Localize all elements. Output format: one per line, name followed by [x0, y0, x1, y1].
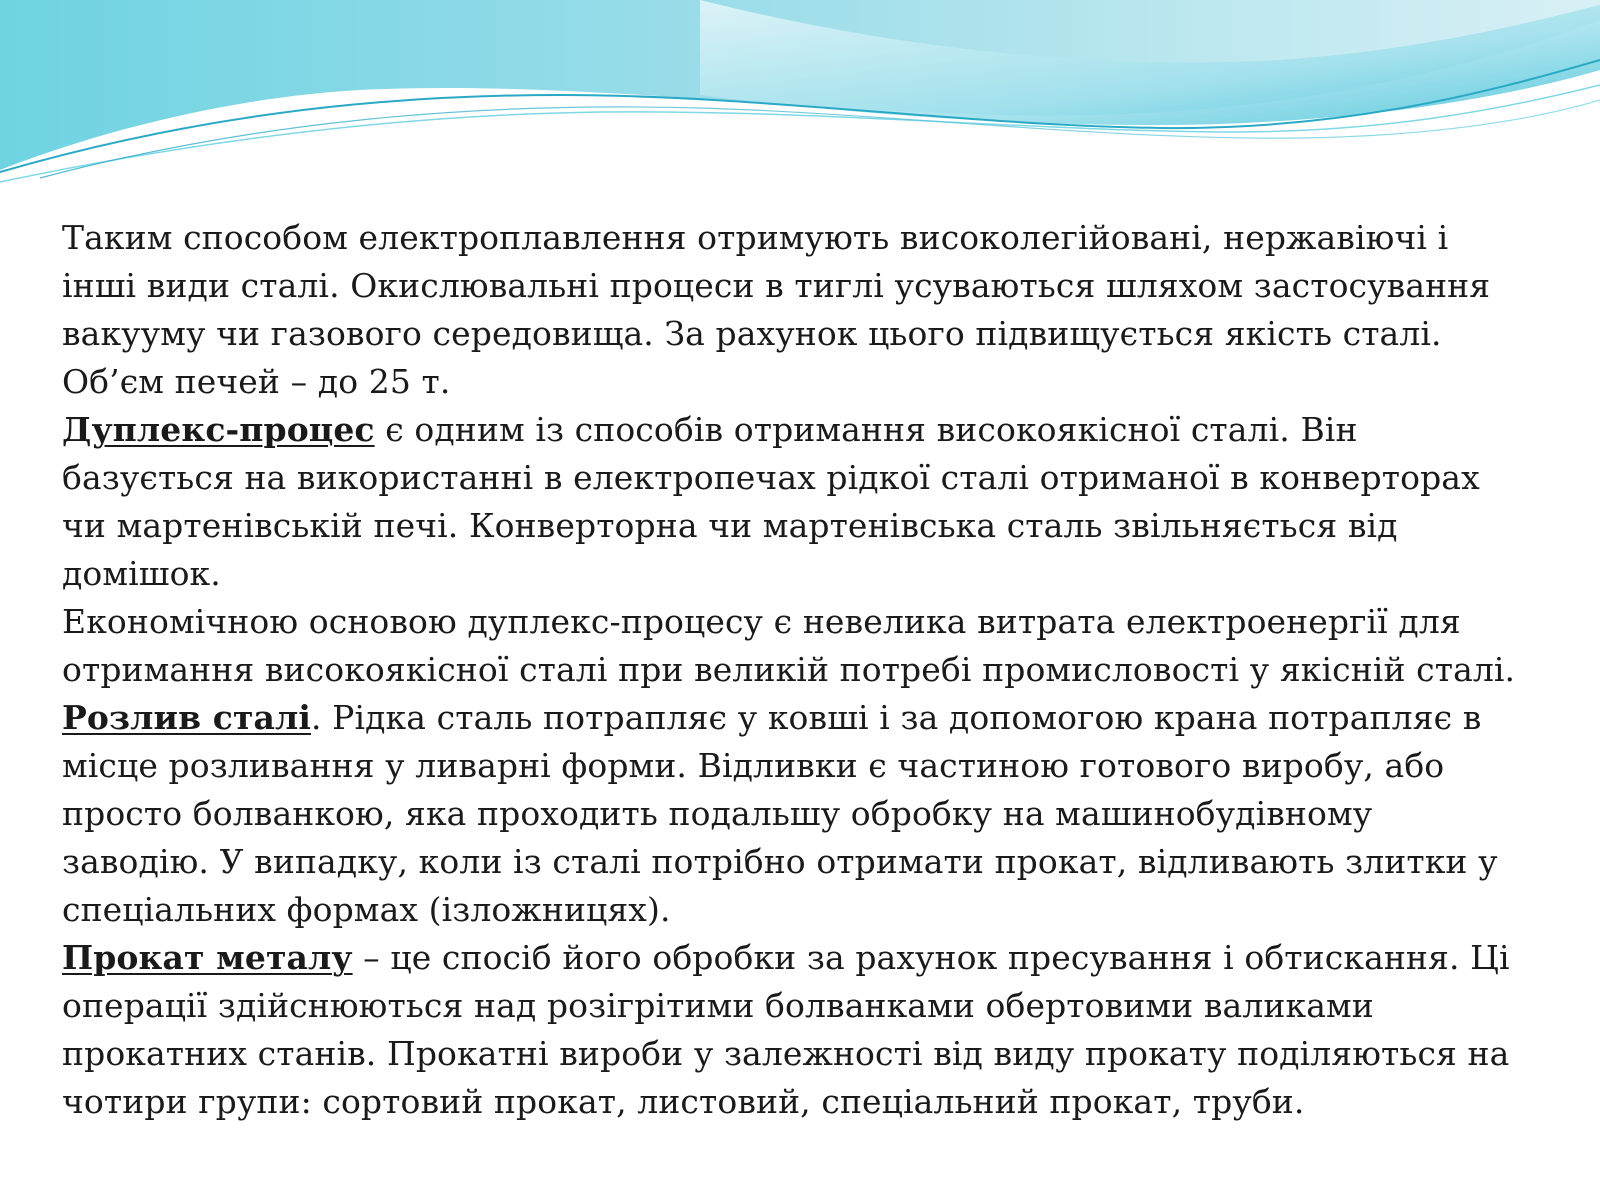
text-fragment: . Рідка сталь потрапляє у ковші і за допомогою крана потрапляє в	[310, 698, 1482, 737]
text-line: місце розливання у ливарні форми. Відливки є частиною готового виробу, або	[62, 746, 1445, 785]
text-fragment: є одним із способів отримання високоякісної сталі. Він	[374, 410, 1358, 449]
text-line: прокатних станів. Прокатні вироби у залежності від виду прокату поділяються на	[62, 1034, 1510, 1073]
text-line: Економічною основою дуплекс-процесу є невелика витрата електроенергії для	[62, 602, 1461, 641]
text-line	[62, 934, 1562, 982]
text-fragment: – це спосіб його обробки за рахунок пресування і обтискання. Ці	[352, 938, 1510, 977]
text-line: чотири групи: сортовий прокат, листовий, спеціальний прокат, труби.	[62, 1082, 1305, 1121]
text-line: домішок.	[62, 554, 221, 593]
text-line: інші види сталі. Окислювальні процеси в тиглі усуваються шляхом застосування	[62, 266, 1491, 305]
text-line: базується на використанні в електропечах рідкої сталі отриманої в конверторах	[62, 458, 1480, 497]
text-line: чи мартенівській печі. Конверторна чи мартенівська сталь звільняється від	[62, 506, 1398, 545]
text-line: Об’єм печей – до 25 т.	[62, 362, 451, 401]
text-line	[62, 694, 1562, 742]
term-metal-rolling: Прокат металу	[62, 938, 353, 977]
text-line	[62, 406, 1562, 454]
header-wave-decoration	[0, 0, 1600, 200]
term-steel-pouring: Розлив сталі	[62, 698, 311, 737]
body-text	[62, 214, 1562, 1126]
text-line: операції здійснюються над розігрітими болванками обертовими валиками	[62, 986, 1374, 1025]
text-line: вакууму чи газового середовища. За рахунок цього підвищується якість сталі.	[62, 314, 1442, 353]
text-line: спеціальних формах (ізложницях).	[62, 890, 671, 929]
text-line: Таким способом електроплавлення отримують високолегійовані, нержавіючі і	[62, 218, 1449, 257]
term-duplex-process: Дуплекс-процес	[62, 410, 375, 449]
text-line: отримання високоякісної сталі при великій потребі промисловості у якісній сталі.	[62, 650, 1516, 689]
text-line: просто болванкою, яка проходить подальшу обробку на машинобудівному	[62, 794, 1373, 833]
text-line: заводію. У випадку, коли із сталі потрібно отримати прокат, відливають злитки у	[62, 842, 1498, 881]
